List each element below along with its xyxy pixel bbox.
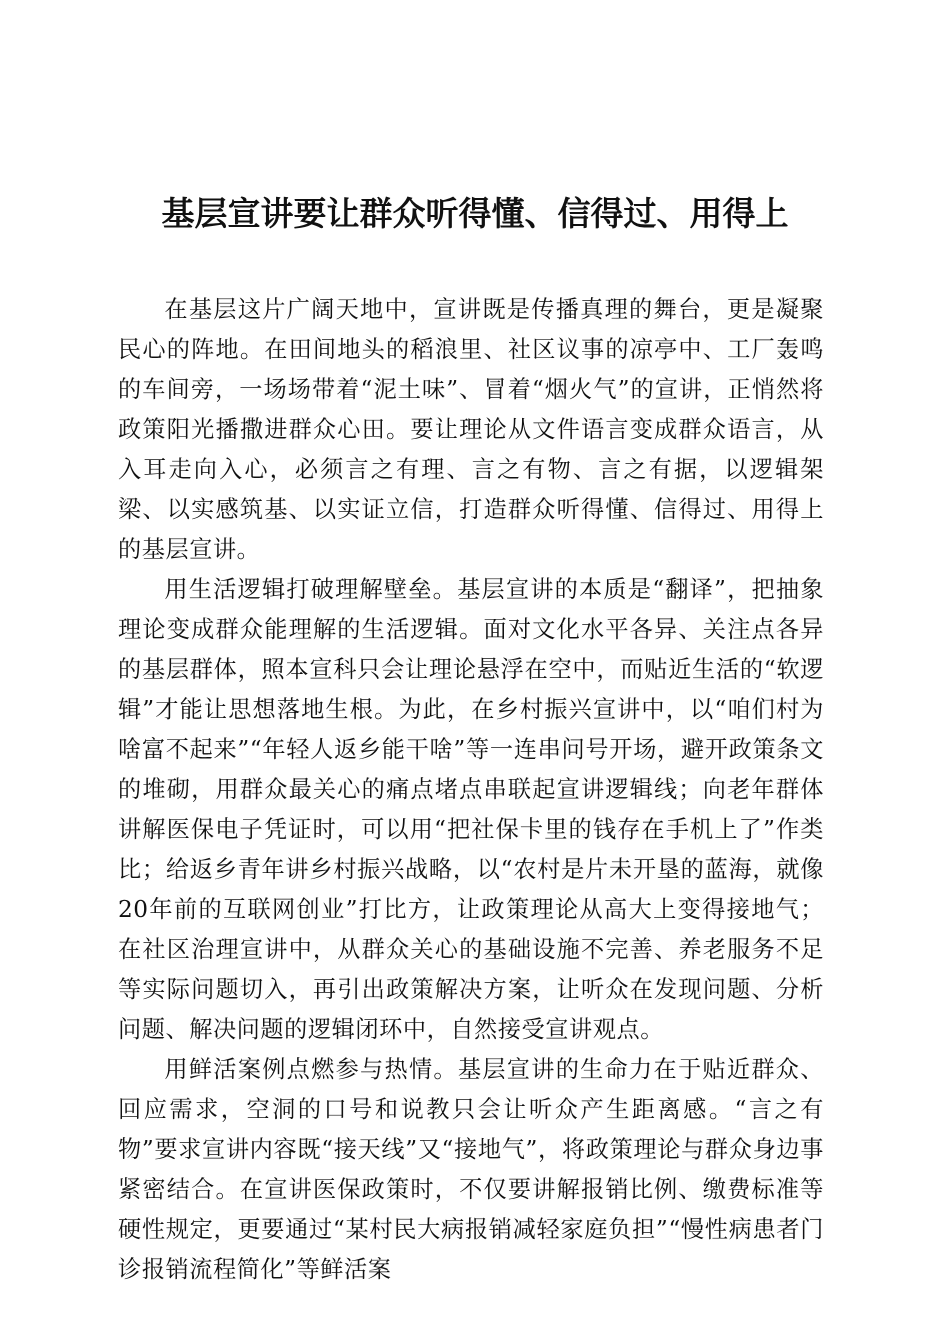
paragraph-life-logic: 用生活逻辑打破理解壁垒。基层宣讲的本质是“翻译”，把抽象理论变成群众能理解的生活逻辑。面对文化水平各异、关注点各异的基层群体，照本宣科只会让理论悬浮在空中，而贴近生活的“软逻辑”才能让思想落地生根。为此，在乡村振兴宣讲中，以“咱们村为啥富不起来”“年轻人返乡能干啥”等一连串问号开场，避开政策条文的堆砌，用群众最关心的痛点堵点串联起宣讲逻辑线；向老年群体讲解医保电子凭证时，可以用“把社保卡里的钱存在手机上了”作类比；给返乡青年讲乡村振兴战略，以“农村是片未开垦的蓝海，就像20年前的互联网创业”打比方，让政策理论从高大上变得接地气；在社区治理宣讲中，从群众关心的基础设施不完善、养老服务不足等实际问题切入，再引出政策解决方案，让听众在发现问题、分析问题、解决问题的逻辑闭环中，自然接受宣讲观点。 [118, 576, 824, 1043]
document-body [118, 290, 824, 1290]
paragraph-intro: 在基层这片广阔天地中，宣讲既是传播真理的舞台，更是凝聚民心的阵地。在田间地头的稻浪里、社区议事的凉亭中、工厂轰鸣的车间旁，一场场带着“泥土味”、冒着“烟火气”的宣讲，正悄然将政策阳光播撒进群众心田。要让理论从文件语言变成群众语言，从入耳走向入心，必须言之有理、言之有物、言之有据，以逻辑架梁、以实感筑基、以实证立信，打造群众听得懂、信得过、用得上的基层宣讲。 [118, 296, 824, 563]
document-title: 基层宣讲要让群众听得懂、信得过、用得上 [161, 194, 789, 233]
paragraph-vivid-cases: 用鲜活案例点燃参与热情。基层宣讲的生命力在于贴近群众、回应需求，空洞的口号和说教只会让听众产生距离感。“言之有物”要求宣讲内容既“接天线”又“接地气”，将政策理论与群众身边事紧密结合。在宣讲医保政策时，不仅要讲解报销比例、缴费标准等硬性规定，更要通过“某村民大病报销减轻家庭负担”“慢性病患者门诊报销流程简化”等鲜活案 [118, 1056, 824, 1283]
